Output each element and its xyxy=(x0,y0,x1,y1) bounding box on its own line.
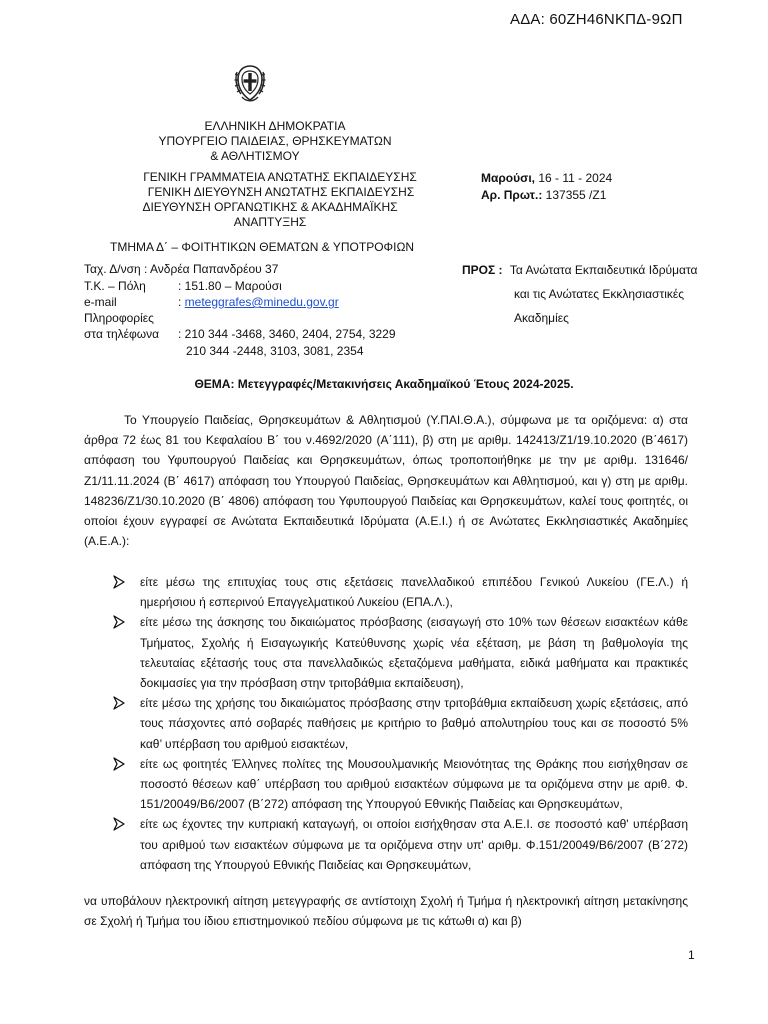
page-number: 1 xyxy=(688,948,695,962)
recipient-line-2: και τις Ανώτατες Εκκλησιαστικές xyxy=(514,287,684,301)
republic-title: ΕΛΛΗΝΙΚΗ ΔΗΜΟΚΡΑΤΙΑ xyxy=(204,119,346,133)
list-item-text: είτε μέσω της χρήσης του δικαιώματος πρόσβασης στην τριτοβάθμια εκπαίδευση χωρίς εξετάσεις, από τους πάσχοντες από σοβαρές παθήσεις με κριτήριο το βαθμό απολυτηρίου τους και σε ποσοστό 5% καθ’ υπέρβαση του αριθμού εισακτέων, xyxy=(140,696,688,751)
intro-paragraph: Το Υπουργείο Παιδείας, Θρησκευμάτων & Αθλητισμού (Υ.ΠΑΙ.Θ.Α.), σύμφωνα με τα οριζόμενα: α) στα άρθρα 72 έως 81 του Κεφαλαίου Β΄ του ν.4692/2020 (Α΄111), β) στη με αριθμ. 142413/Ζ1/19.10.2020 (Β΄4617) απόφαση του Υφυπουργού Παιδείας και Θρησκευμάτων, όπως τροποποιήθηκε με την με αριθμ. 131646/Ζ1/11.11.2024 (Β΄ 4617) απόφαση του Υπουργού Παιδείας, Θρησκευμάτων και Αθλητισμού, και γ) στη με αριθμ. 148236/Ζ1/30.10.2020 (Β΄ 4806) απόφαση του Υφυπουργού Παιδείας και Θρησκευμάτων, καλεί τους φοιτητές, οι οποίοι έχουν εγγραφεί σε Ανώτατα Εκπαιδευτικά Ιδρύματα (Α.Ε.Ι.) ή σε Ανώτατες Εκκλησιαστικές Ακαδημίες (Α.Ε.Α.): xyxy=(84,413,688,549)
recipient-label: ΠΡΟΣ : xyxy=(462,263,503,277)
email-separator: : xyxy=(178,295,185,309)
phones-line-1: : 210 344 -3468, 3460, 2404, 2754, 3229 xyxy=(178,327,396,341)
directorate-block xyxy=(100,170,440,230)
protocol-label: Αρ. Πρωτ.: xyxy=(481,188,543,202)
list-item xyxy=(112,612,688,693)
list-item-text: είτε ως έχοντες την κυπριακή καταγωγή, οι οποίοι εισήχθησαν στα Α.Ε.Ι. σε ποσοστό καθ' υπέρβαση του αριθμού των εισακτέων σύμφωνα με τα οριζόμενα στην υπ' αριθμ. Φ.151/20049/Β6/2007 (Β΄272) απόφαση της Υπουργού Εθνικής Παιδείας και Θρησκευμάτων, xyxy=(140,817,688,872)
list-item xyxy=(112,814,688,875)
list-item xyxy=(112,693,688,754)
arrow-bullet-icon xyxy=(112,613,126,631)
info-label-2: στα τηλέφωνα xyxy=(84,327,160,341)
greek-emblem-icon xyxy=(233,62,267,104)
eligibility-list xyxy=(112,572,688,875)
recipient-line-3: Ακαδημίες xyxy=(514,311,569,325)
general-directorate: ΓΕΝΙΚΗ ΔΙΕΥΘΥΝΣΗ ΑΝΩΤΑΤΗΣ ΕΚΠΑΙΔΕΥΣΗΣ xyxy=(147,185,415,199)
list-item-text: είτε μέσω της άσκησης του δικαιώματος πρόσβασης (εισαγωγή στο 10% των θέσεων εισακτέων κάθε Τμήματος, Σχολής ή Εισαγωγικής Κατεύθυνσης χωρίς νέα εξέταση, με βάση τη βαθμολογία της τελευταίας εξέτασής τους στα πανελλαδικώς εξεταζόμενα μαθήματα, ειδικά μαθήματα και πρακτικές δοκιμασίες για την πρόσβαση στην τριτοβάθμια εκπαίδευση), xyxy=(140,615,688,691)
ministry-line-2: & ΑΘΛΗΤΙΣΜΟΥ xyxy=(210,149,300,163)
arrow-bullet-icon xyxy=(112,815,126,833)
protocol-line xyxy=(481,188,606,203)
protocol-value: 137355 /Ζ1 xyxy=(542,188,607,202)
general-secretariat: ΓΕΝΙΚΗ ΓΡΑΜΜΑΤΕΙΑ ΑΝΩΤΑΤΗΣ ΕΚΠΑΙΔΕΥΣΗΣ xyxy=(143,170,417,184)
arrow-bullet-icon xyxy=(112,755,126,773)
email-link[interactable]: meteggrafes@minedu.gov.gr xyxy=(184,295,339,309)
directorate-line-2: ΑΝΑΠΤΥΞΗΣ xyxy=(233,215,307,229)
recipient-line-1 xyxy=(462,263,697,278)
email-line xyxy=(178,295,339,310)
list-item xyxy=(112,754,688,815)
arrow-bullet-icon xyxy=(112,694,126,712)
list-item-text: είτε ως φοιτητές Έλληνες πολίτες της Μουσουλμανικής Μειονότητας της Θράκης που εισήχθησαν σε ποσοστό θέσεων καθ΄ υπέρβαση του αριθμού εισακτέων σύμφωνα με τα οριζόμενα στην με αριθ. Φ. 151/20049/Β6/2007 (Β΄272) απόφαση της Υπουργού Εθνικής Παιδείας και Θρησκευμάτων, xyxy=(140,756,688,812)
email-label: e-mail xyxy=(84,295,117,309)
directorate-line-1: ΔΙΕΥΘΥΝΣΗ ΟΡΓΑΝΩΤΙΚΗΣ & ΑΚΑΔΗΜΑΪΚΗΣ xyxy=(142,200,398,214)
ministry-line-1: ΥΠΟΥΡΓΕΙΟ ΠΑΙΔΕΙΑΣ, ΘΡΗΣΚΕΥΜΑΤΩΝ xyxy=(158,134,392,148)
tk-label: Τ.Κ. – Πόλη xyxy=(84,279,146,293)
date-value: 16 - 11 - 2024 xyxy=(535,171,613,185)
tk-value: : 151.80 – Μαρούσι xyxy=(178,279,282,293)
header-block xyxy=(110,119,440,164)
info-label-1: Πληροφορίες xyxy=(84,311,154,325)
list-item-text: είτε μέσω της επιτυχίας τους στις εξετάσεις πανελλαδικού επιπέδου Γενικού Λυκείου (ΓΕ.Λ.) ή ημερήσιου ή εσπερινού Επαγγελματικού Λυκείου (ΕΠΑ.Λ.), xyxy=(140,575,688,610)
subject-line: ΘΕΜΑ: Μετεγγραφές/Μετακινήσεις Ακαδημαϊκού Έτους 2024-2025. xyxy=(194,377,574,391)
date-line xyxy=(481,171,612,186)
ada-code: ΑΔΑ: 60ΖΗ46ΝΚΠΔ-9ΩΠ xyxy=(510,11,683,28)
place-label: Μαρούσι, xyxy=(481,171,535,185)
address-line: Ταχ. Δ/νση : Ανδρέα Παπανδρέου 37 xyxy=(84,262,279,276)
closing-paragraph: να υποβάλουν ηλεκτρονική αίτηση μετεγγραφής σε αντίστοιχη Σχολή ή Τμήμα ή ηλεκτρονική αίτηση μετακίνησης σε Σχολή ή Τμήμα του ίδιου επιστημονικού πεδίου σύμφωνα με τις κάτωθι α) και β) xyxy=(84,894,688,929)
department-title: ΤΜΗΜΑ Δ΄ – ΦΟΙΤΗΤΙΚΩΝ ΘΕΜΑΤΩΝ & ΥΠΟΤΡΟΦΙΩΝ xyxy=(110,240,415,254)
phones-line-2: 210 344 -2448, 3103, 3081, 2354 xyxy=(186,344,364,358)
arrow-bullet-icon xyxy=(112,573,126,591)
list-item xyxy=(112,572,688,612)
recipient-text-1: Τα Ανώτατα Εκπαιδευτικά Ιδρύματα xyxy=(509,263,698,277)
